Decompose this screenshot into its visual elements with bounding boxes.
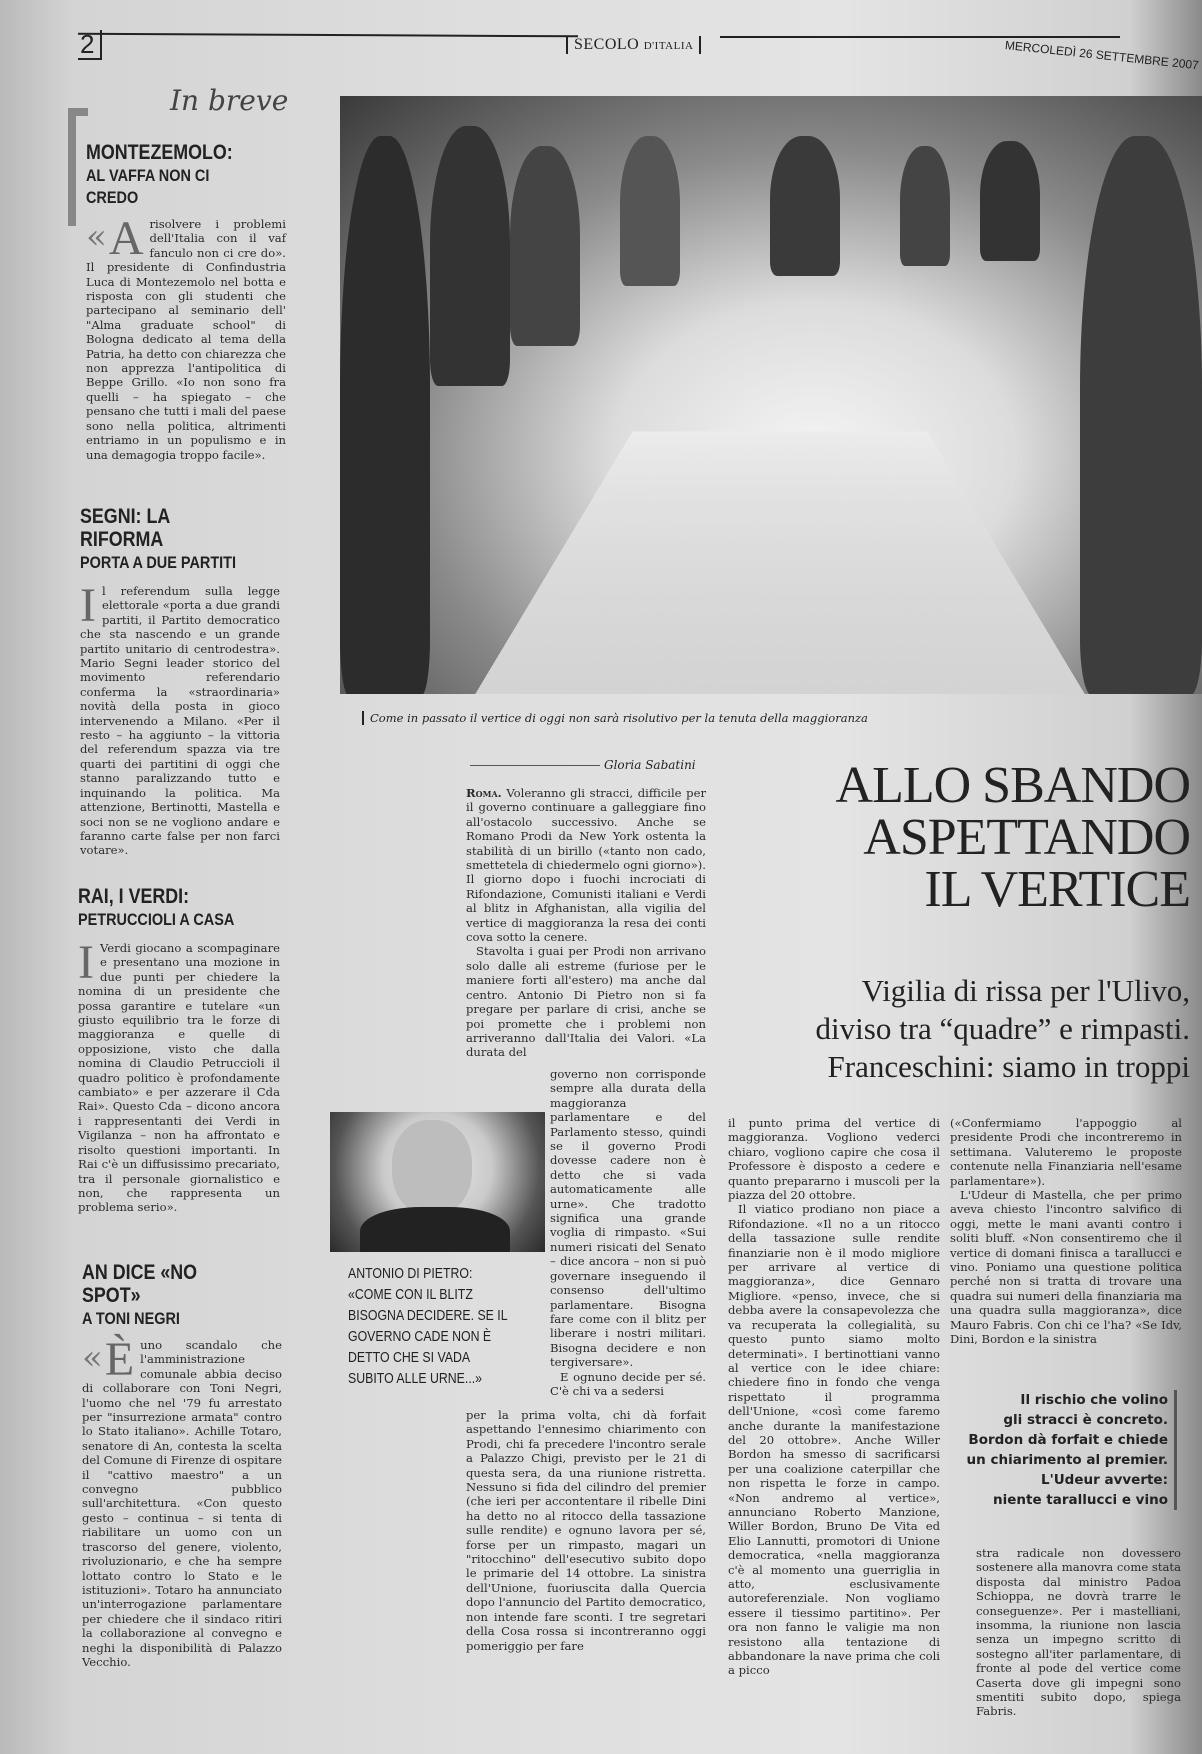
photo-figure (770, 136, 840, 276)
article-col2: il punto prima del vertice di maggioranza. Vogliono vederci chiaro, vogliono capire che cosa il Professore è disposto a cedere e quanto prepararno i muscoli per la piazza del 20 ottobre. Il viatico prodiano non piace a Rifondazione. «Il no a un ritocco della tassazione sulle rendite finanziarie non è il modo migliore per arrivare al vertice di maggioranza», dice Gennaro Migliore. «penso, invece, che si debba avere la consapevolezza che va recuperata la collegialità, su questo punto siamo molto determinati». I bertinottiani vanno al vertice con le idee chiare: chiedere fino in fondo che venga rispettato il programma dell'Unione, «così come faremo anche durante la manifestazione del 20 ottobre». Anche Willer Bordon ha smesso di sacrificarsi per una coalizione caterpillar che non rispetta le forze in campo. «Non andremo al vertice», annunciano Roberto Manzione, Willer Bordon, Bruno De Vita ed Elio Lannutti, promotori di Unione democratica, «nella maggioranza c'è al momento una guerriglia in atto, esclusivamente autoreferenziale. Non vogliamo essere il tiessimo partitino». Per ora non fanno le valigie ma non resistono alla tentazione di abbandonare la nave prima che coli a picco (728, 1116, 940, 1678)
article-col3-bottom: stra radicale non dovessero sostenere alla manovra come stata disposta dal ministro Padoa Schioppa, ne dovrà trarre le conseguenze». Per i mastelliani, insomma, la riunione non lascia senza un impegno scritto di sostegno all'iter parlamentare, di fronte al pode del vertice come Caserta dove gli impegni sono smentiti subito dopo, spiega Fabris. (976, 1546, 1181, 1719)
article-col1-top: Roma. Voleranno gli stracci, difficile per il governo continuare a galleggiare fino all'ostacolo successivo. Anche se Romano Prodi da New York ostenta la stabilità di un birillo («tanto non cado, smettetela di chiedermelo ogni giorno»). Il giorno dopo i fuochi incrociati di Rifondazione, Comunisti italiani e Verdi al blitz in Afghanistan, alla vigilia del vertice di maggioranza la resa dei conti cova sotto la cenere. Stavolta i guai per Prodi non arrivano solo dalle ali estreme (furiose per le maniere forti all'estero) ma anche dal centro. Antonio Di Pietro non si fa pregare per parlare di crisi, anche se poi promette che i problemi non arriveranno dall'Italia dei Valori. «La durata del (466, 786, 706, 1060)
brief-title: AN DICE «NO SPOT» A TONI NEGRI (82, 1261, 198, 1328)
subhead-line: Franceschini: siamo in troppi (827, 1049, 1190, 1084)
photo-figure (430, 126, 510, 386)
meeting-table (414, 431, 1146, 694)
brief-text: « È uno scandalo che l'amministrazione comunale abbia deciso di collaborare con Toni Negri, l'uomo che nel '79 fu arrestato per "insurrezione armata" contro lo Stato italiano». Achille Totaro, senatore di An, contesta la scelta del Comune di Firenze di ospitare il "cattivo maestro" a un convegno pubblico sull'architettura. «Con questo gesto – continua – si tenta di riabilitare un uomo con un trascorso del genere, violento, rivoluzionario, e che ha sempre lottato contro lo Stato e le istituzioni». Totaro ha annunciato un'interrogazione parlamentare per chiedere che il sindaco ritiri la collaborazione al convegno e neghi la disponibilità di Palazzo Vecchio. (82, 1333, 282, 1669)
brief-title: MONTEZEMOLO: AL VAFFA NON CI CREDO (86, 141, 233, 207)
brief-segni (80, 506, 280, 858)
photo-figure (340, 136, 430, 694)
pull-quote: Il rischio che volino gli stracci è concreto. Bordon dà forfait e chiede un chiarimento al premier. L'Udeur avverte: niente tarallucci e vino (940, 1390, 1177, 1510)
di-pietro-photo (330, 1112, 545, 1252)
article-col1-narrow: governo non corrisponde sempre alla durata della maggioranza parlamentare e del Parlamento stesso, quindi se il governo Prodi dovesse cadere non è detto che si vada automaticamente alle urne». Che tradotto significa una grande voglia di rimpasto. «Sui numeri risicati del Senato – dice ancora – non si può governare inseguendo il consenso dell'ultimo parlamentare. Bisogna fare come con il blitz per liberare i nostri militari. Bisogna decidere e non tergiversare». E ognuno decide per sé. C'è chi va a sedersi (550, 1067, 706, 1398)
subhead-line: Vigilia di rissa per l'Ulivo, (861, 973, 1190, 1008)
brief-title: RAI, I VERDI: PETRUCCIOLI A CASA (78, 885, 235, 929)
brief-title: SEGNI: LA RIFORMA PORTA A DUE PARTITI (80, 505, 237, 572)
dateline: Roma. (466, 786, 502, 800)
photo-figure (1080, 136, 1202, 694)
brief-toni-negri (82, 1262, 282, 1669)
subhead-line: diviso tra “quadre” e rimpasti. (815, 1011, 1190, 1046)
di-pietro-caption: ANTONIO DI PIETRO: «COME CON IL BLITZ BISOGNA DECIDERE. SE IL GOVERNO CADE NON È DETTO CHE SI VADA SUBITO ALLE URNE...» (348, 1266, 508, 1387)
headline (720, 757, 1190, 918)
header-rule-right (720, 36, 1120, 38)
headline-line: ASPETTANDO (863, 809, 1190, 866)
photo-figure (980, 141, 1040, 261)
paper-name: SECOLO (574, 36, 640, 53)
sidebar-bracket (68, 108, 88, 226)
photo-suit (360, 1207, 510, 1252)
issue-date: MERCOLEDÌ 26 SETTEMBRE 2007 (1004, 38, 1200, 73)
byline: Gloria Sabatini (470, 758, 696, 772)
photo-figure (510, 146, 580, 346)
article-col3-top: («Confermiamo l'appoggio al presidente Prodi che incontreremo in settimana. Valuteremo le proposte contenute nella Finanziaria nell'esame parlamentare»). L'Udeur di Mastella, che per primo aveva chiesto l'incontro salvifico di oggi, mette le mani avanti contro i soliti bluff. «Non consentiremo che il vertice di domani finisca a tarallucci e vino. Poniamo una questione politica perché non si tratta di trovare una quadra sui numeri della finanziaria ma una quadra sulla maggioranza», dice Mauro Fabris. Con chi ce l'ha? «Se Idv, Dini, Bordon e la sinistra (950, 1116, 1182, 1347)
page-number: 2 (78, 30, 102, 60)
masthead (566, 36, 701, 54)
headline-line: IL VERTICE (924, 861, 1190, 918)
photo-face (392, 1120, 472, 1215)
brief-text: I Verdi giocano a scompaginare e presentano una mozione in due punti per chiedere la nomina di un presidente che possa garantire e tutelare «un giusto equilibrio tra le forze di maggioranza e quelle di opposizione, visto che dalla nomina di Claudio Petruccioli il quadro politico è profondamente cambiato» e per azzerare il Cda Rai». Questo Cda – dicono ancora i rappresentanti dei Verdi in Vigilanza – non ha affrontato e risolto questioni importanti. In Rai c'è un diffusissimo precariato, tra il personale giornalistico e non, che rappresenta un problema serio». (78, 936, 280, 1215)
photo-figure (620, 136, 680, 286)
paper-name-small: D'ITALIA (643, 40, 694, 52)
brief-text: « A risolvere i problemi dell'Italia con il vaf fanculo non ci cre do». Il presidente di Confindustria Luca di Montezemolo nel botta e risposta con gli studenti che partecipano al seminario dell' "Alma graduate school" di Bologna dedicato al tema della Patria, ha detto con chiarezza che non apprezza l'antipolitica di Beppe Grillo. «Io non sono fra quelli – ha spiegato – che pensano che tutti i mali del paese sono nella politica, altrimenti entriamo in un populismo e in una demagogia troppo facile». (86, 212, 286, 462)
main-photo (340, 96, 1202, 694)
headline-line: ALLO SBANDO (835, 757, 1190, 814)
photo-figure (900, 146, 950, 266)
section-label: In breve (170, 84, 289, 117)
brief-text: Il referendum sulla legge elettorale «porta a due grandi partiti, il Partito democratico che sta nascendo e un grande partito unitario di centrodestra». Mario Segni leader storico del movimento referendario conferma la «straordinaria» novità della posta in gioco intervenendo a Milano. «Per il resto – ha aggiunto – la vittoria del referendum spazza via tre quarti dei partitini di oggi che stanno paralizzando tutto e inquinando la politica. Ma attenzione, Bertinotti, Mastella e soci non se ne vogliono andare e faranno carte false per non farci votare». (80, 579, 280, 858)
article-col1-bottom: per la prima volta, chi dà forfait aspettando l'ennesimo chiarimento con Prodi, chi fa precedere l'incontro serale a Palazzo Chigi, previsto per le 21 di questa sera, da una riunione ristretta. Nessuno si fida del cilindro del premier (che ieri per accontentare il ribelle Dini ha detto no al ritocco della tassazione sulle rendite) e ognuno lavora per sé, forse per un rimpasto, magari un "ritocchino" dell'esecutivo subito dopo le primarie del 14 ottobre. La sinistra dell'Unione, fuoriuscita dalla Quercia dopo l'annuncio del Partito democratico, non intende fare sconti. I tre segretari della Cosa rossa si incontreranno oggi pomeriggio per fare (466, 1408, 706, 1653)
photo-caption: Come in passato il vertice di oggi non sarà risolutivo per la tenuta della maggioranza (362, 711, 868, 725)
subheadline (700, 972, 1190, 1086)
brief-rai-verdi (78, 886, 280, 1215)
header-rule-left (78, 33, 578, 38)
brief-montezemolo (86, 142, 286, 462)
